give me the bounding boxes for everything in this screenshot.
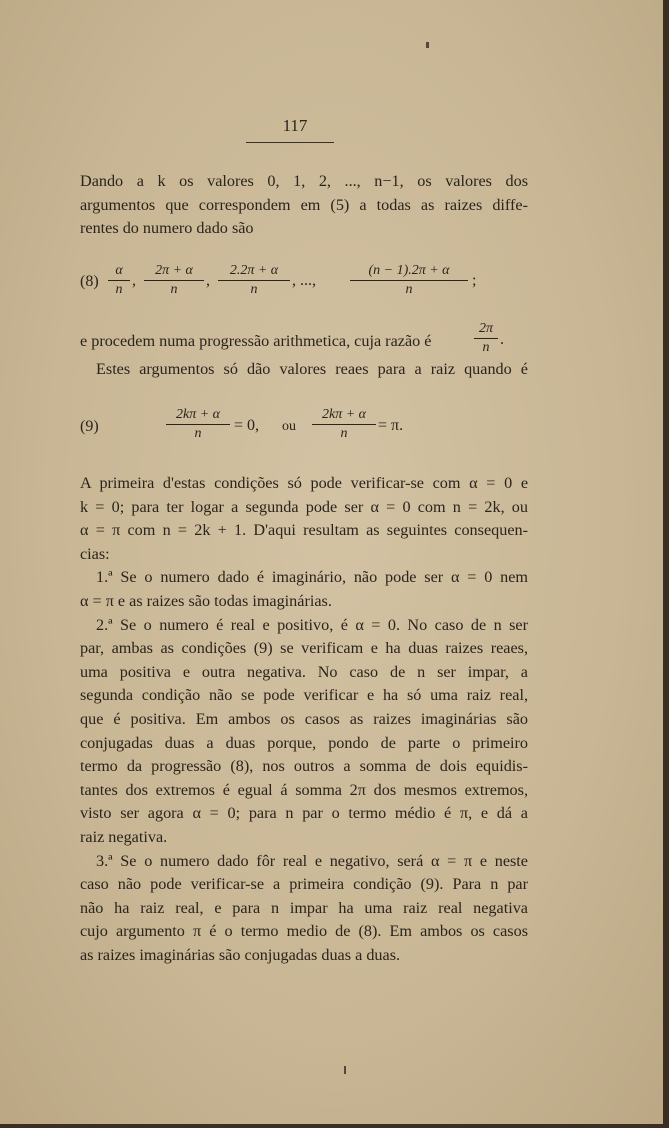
- body-line: k = 0; para ter logar a segunda pode ser α = 0 com n = 2k, ou: [80, 497, 528, 516]
- ink-speck: [344, 1066, 346, 1074]
- eq8-fraction-4-denominator: n: [405, 282, 413, 297]
- body-line: tantes dos extremos é egual á somma 2π dos mesmos extremos,: [80, 780, 528, 799]
- body-line: uma positiva e outra negativa. No caso de n ser impar, a: [80, 662, 528, 681]
- body-line: não ha raiz real, e para n impar ha uma raiz real negativa: [80, 898, 528, 917]
- body-line: 3.ª Se o numero dado fôr real e negativo, será α = π e neste: [96, 851, 528, 870]
- eq9-equals-zero: = 0,: [234, 417, 260, 434]
- intro-line: argumentos que correspondem em (5) a todas as raizes diffe-: [80, 195, 528, 214]
- equation-9-label: (9): [80, 418, 99, 435]
- body-line: raiz negativa.: [80, 827, 168, 846]
- eq8-fraction-1-numerator: α: [108, 262, 130, 281]
- eq8-fraction-4-numerator: (n − 1).2π + α: [350, 262, 468, 281]
- real-values-text: Estes argumentos só dão valores reaes para a raiz quando é: [96, 360, 528, 378]
- eq9-equals-pi: = π.: [378, 417, 404, 434]
- body-line: par, ambas as condições (9) se verificam e ha duas raizes reaes,: [80, 639, 528, 658]
- eq8-fraction-3-numerator: 2.2π + α: [218, 262, 290, 281]
- eq9-fraction-1-numerator: 2kπ + α: [166, 406, 230, 425]
- page-edge-bottom: [0, 1124, 669, 1128]
- equation-8-label: (8): [80, 273, 99, 290]
- eq8-ellipsis: , ...,: [292, 272, 316, 289]
- eq8-fraction-1-denominator: n: [115, 282, 123, 297]
- eq9-fraction-2-denominator: n: [340, 426, 348, 441]
- body-line: 1.ª Se o numero dado é imaginário, não pode ser α = 0 nem: [96, 568, 528, 587]
- eq9-or: ou: [282, 419, 296, 434]
- eq9-fraction-1: [166, 406, 230, 443]
- eq8-fraction-2-denominator: n: [170, 282, 178, 297]
- body-line: que é positiva. Em ambos os casos as raizes imaginárias são: [80, 709, 528, 728]
- eq8-fraction-3-denominator: n: [250, 282, 258, 297]
- body-line: α = π e as raizes são todas imaginárias.: [80, 591, 332, 610]
- progression-text: e procedem numa progressão arithmetica, cuja razão é: [80, 332, 432, 350]
- intro-paragraph: [80, 170, 528, 241]
- body-line: segunda condição não se pode verificar e ha só uma raiz real,: [80, 686, 528, 705]
- intro-line: rentes do numero dado são: [80, 219, 254, 238]
- ratio-fraction: [474, 320, 498, 357]
- body-line: as raizes imaginárias são conjugadas duas a duas.: [80, 945, 401, 964]
- ratio-period: .: [500, 331, 504, 348]
- body-line: visto ser agora α = 0; para n par o termo médio é π, e dá a: [80, 804, 528, 823]
- eq8-comma-2: ,: [206, 272, 210, 289]
- eq8-fraction-4: [350, 262, 468, 299]
- eq8-fraction-1: [108, 262, 130, 299]
- body-line: cujo argumento π é o termo medio de (8). Em ambos os casos: [80, 922, 528, 941]
- body-line: termo da progressão (8), nos outros a somma de dois equidis-: [80, 757, 528, 776]
- ratio-denominator: n: [482, 340, 490, 355]
- eq9-fraction-2: [312, 406, 376, 443]
- header-rule: [246, 142, 334, 143]
- page-edge-right: [663, 0, 669, 1128]
- body-line: 2.ª Se o numero é real e positivo, é α = 0. No caso de n ser: [96, 615, 528, 634]
- eq8-fraction-2: [144, 262, 204, 299]
- body-line: conjugadas duas a duas porque, pondo de parte o primeiro: [80, 733, 528, 752]
- body-line: α = π com n = 2k + 1. D'aqui resultam as seguintes consequen-: [80, 521, 528, 540]
- eq9-fraction-2-numerator: 2kπ + α: [312, 406, 376, 425]
- body-line: caso não pode verificar-se a primeira condição (9). Para n par: [80, 875, 528, 894]
- eq8-fraction-2-numerator: 2π + α: [144, 262, 204, 281]
- intro-line: Dando a k os valores 0, 1, 2, ..., n−1, os valores dos: [80, 172, 528, 190]
- ink-speck: [426, 42, 429, 48]
- page-number: 117: [282, 116, 308, 135]
- ratio-numerator: 2π: [474, 320, 498, 339]
- eq8-fraction-3: [218, 262, 290, 299]
- body-text: [80, 472, 528, 967]
- eq9-fraction-1-denominator: n: [194, 426, 202, 441]
- body-line: cias:: [80, 544, 110, 563]
- eq8-semicolon: ;: [472, 272, 477, 289]
- body-line: A primeira d'estas condições só pode verificar-se com α = 0 e: [80, 474, 528, 492]
- eq8-comma-1: ,: [132, 272, 136, 289]
